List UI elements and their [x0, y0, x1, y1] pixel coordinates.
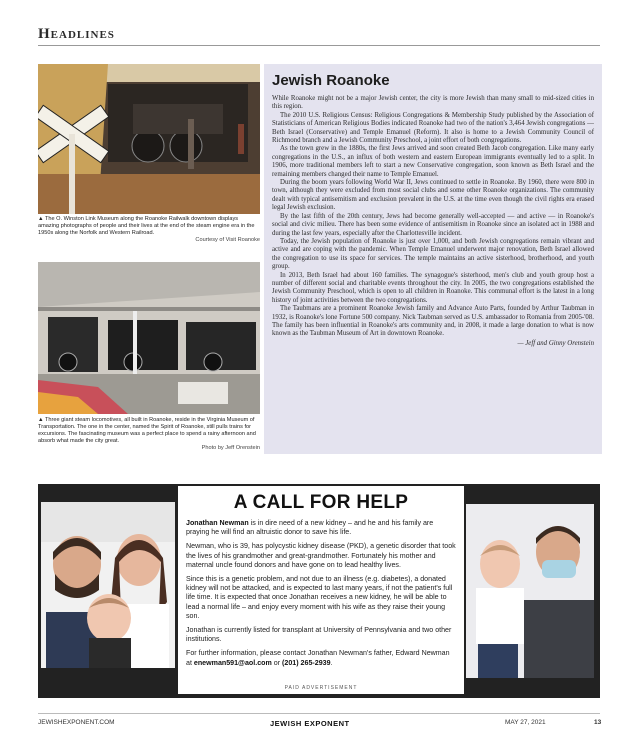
section-heading: Headlines	[38, 26, 115, 42]
article-title: Jewish Roanoke	[272, 72, 390, 89]
page-number: 13	[594, 719, 602, 726]
article-box	[264, 64, 602, 454]
ad-paragraph	[186, 519, 456, 537]
caption-text: ▲ The O. Winston Link Museum along the Roanoke Railwalk downtown displays amazing photographs of people and their lives at the end of the steam engine era in the 1950s along the Norfolk and Western Railroad.	[38, 216, 255, 236]
father-son-photo	[466, 504, 594, 678]
article-paragraph: As the town grew in the 1880s, the first Jews arrived and soon created Beth Jacob congregation. Like many early congregations in the U.S., an influx of both western and eastern European immigrants eventually led to a split. In 1906, more traditional members left to start a new Conservative congregation, soon known as Beth Israel and the remaining members changed their name to Temple Emanuel.	[272, 145, 594, 178]
article-paragraph: By the last fifth of the 20th century, Jews had become generally well-accepted — and active — in Roanoke's social and civic milieu. There has been some evidence of antisemitism in Roanoke since an isolated act in 1988 and during the last few years, especially after the Charlottesville incident.	[272, 212, 594, 237]
locomotives-photo	[38, 262, 260, 414]
father-son-photo-illustration	[466, 504, 594, 678]
museum-photo-caption	[38, 216, 260, 244]
footer-site: JEWISHEXPONENT.COM	[38, 719, 115, 726]
ad-text-panel	[178, 486, 464, 694]
locomotives-photo-illustration	[38, 262, 260, 414]
article-byline: — Jeff and Ginny Orenstein	[517, 339, 594, 347]
photo-credit: Photo by Jeff Orenstein	[201, 445, 260, 451]
footer-date: MAY 27, 2021	[505, 719, 546, 726]
section-divider	[38, 45, 600, 46]
contact-email[interactable]: enewman591@aol.com	[193, 658, 272, 667]
ad-paragraph: Newman, who is 39, has polycystic kidney disease (PKD), a genetic disorder that took the lives of his grandmother and great-grandmother. Fortunately his mother and maternal uncle found donors and have gone on to lead healthy lives.	[186, 542, 456, 569]
contact-phone[interactable]: (201) 265-2939	[282, 658, 331, 667]
article-paragraph: The Taubmans are a prominent Roanoke Jewish family and Advance Auto Parts, founded by Arthur Taubman in 1932, is Roanoke's lone Fortune 500 company. Nick Taubman served as U.S. ambassador to Romania from 2005-'08. The family has been influential in Roanoke's arts community and, in 2008, it made a large donation to what is now known as the Taubman Museum of Art in downtown Roanoke.	[272, 305, 594, 338]
ad-text: .	[330, 658, 333, 667]
article-paragraph: The 2010 U.S. Religious Census: Religious Congregations & Membership Study published by the Association of Statisticians of American Religious Bodies indicated Roanoke had two of the nation's 3,464 Jewish congregations — Beth Israel (Conservative) and Temple Emanuel (Reform). It also is home to a Jewish Community Council of Richmond branch and a Jewish Community Preschool, a joint effort of both congregations.	[272, 111, 594, 145]
ad-name: Jonathan Newman	[186, 519, 249, 527]
museum-photo	[38, 64, 260, 214]
article-paragraph: Today, the Jewish population of Roanoke is just over 1,000, and both Jewish congregations remain vibrant and active and are coping with the pandemic. When Temple Emanuel underwent major renovation, Beth Israel allowed the congregation to use its space for services. The temple maintains an active sisterhood, brotherhood, and youth group.	[272, 237, 594, 271]
family-photo	[41, 502, 175, 668]
advertisement	[38, 484, 600, 698]
article-paragraph: In 2013, Beth Israel had about 160 families. The synagogue's sisterhood, men's club and youth group host a number of different social and charitable events throughout the city. In 2005, the two congregations established the Jewish Community Preschool, which is open to all children in Roanoke. This communal effort is the latest in a long history of joint activities between the two congregations.	[272, 271, 594, 304]
photo-credit: Courtesy of Visit Roanoke	[195, 237, 260, 243]
ad-title: A CALL FOR HELP	[233, 492, 409, 513]
paid-advertisement-label: PAID ADVERTISEMENT	[284, 685, 358, 691]
ad-text: is in dire need of a new kidney – and he and his family are praying he will find an altruistic donor to save his life.	[186, 519, 434, 537]
article-paragraph: While Roanoke might not be a major Jewish center, the city is more Jewish than many small to mid-sized cities in this region.	[272, 95, 594, 111]
footer-divider	[38, 713, 600, 714]
ad-paragraph: Since this is a genetic problem, and not due to an illness (e.g. diabetes), a donated kidney will not be attacked, and is expected to last many years, if not the patient's full life time. It is expected that once Jonathan receives a new kidney, he will be able to lead a normal life – and enjoy every moment with his wife as they raise their young son.	[186, 575, 453, 620]
family-photo-illustration	[41, 502, 175, 668]
locomotives-photo-caption	[38, 417, 260, 452]
ad-paragraph: Jonathan is currently listed for transplant at University of Pennsylvania and two other institutions.	[186, 626, 452, 644]
article-paragraph: During the boom years following World War II, Jews continued to settle in Roanoke. By 1960, there were 800 in town, although they were excluded from most social clubs and some other Roanoke organizations. The community dealt with typical antisemitism and exclusion prevalent in the U.S. at the time even though the civil rights era erased legal Jewish exclusion.	[272, 179, 594, 212]
footer-publication: JEWISH EXPONENT	[270, 719, 350, 728]
caption-text: ▲ Three giant steam locomotives, all built in Roanoke, reside in the Virginia Museum of Transportation. The one in the center, named the Spirit of Roanoke, still pulls trains for excursions. The fascinating museum was a perfect place to spend a rainy afternoon and absorb what made the city great.	[38, 417, 256, 444]
ad-text: or	[271, 658, 283, 667]
ad-text: For further information, please contact Jonathan Newman's father, Edward Newman at	[186, 649, 450, 667]
museum-photo-illustration	[38, 64, 260, 214]
ad-paragraph	[186, 649, 456, 667]
